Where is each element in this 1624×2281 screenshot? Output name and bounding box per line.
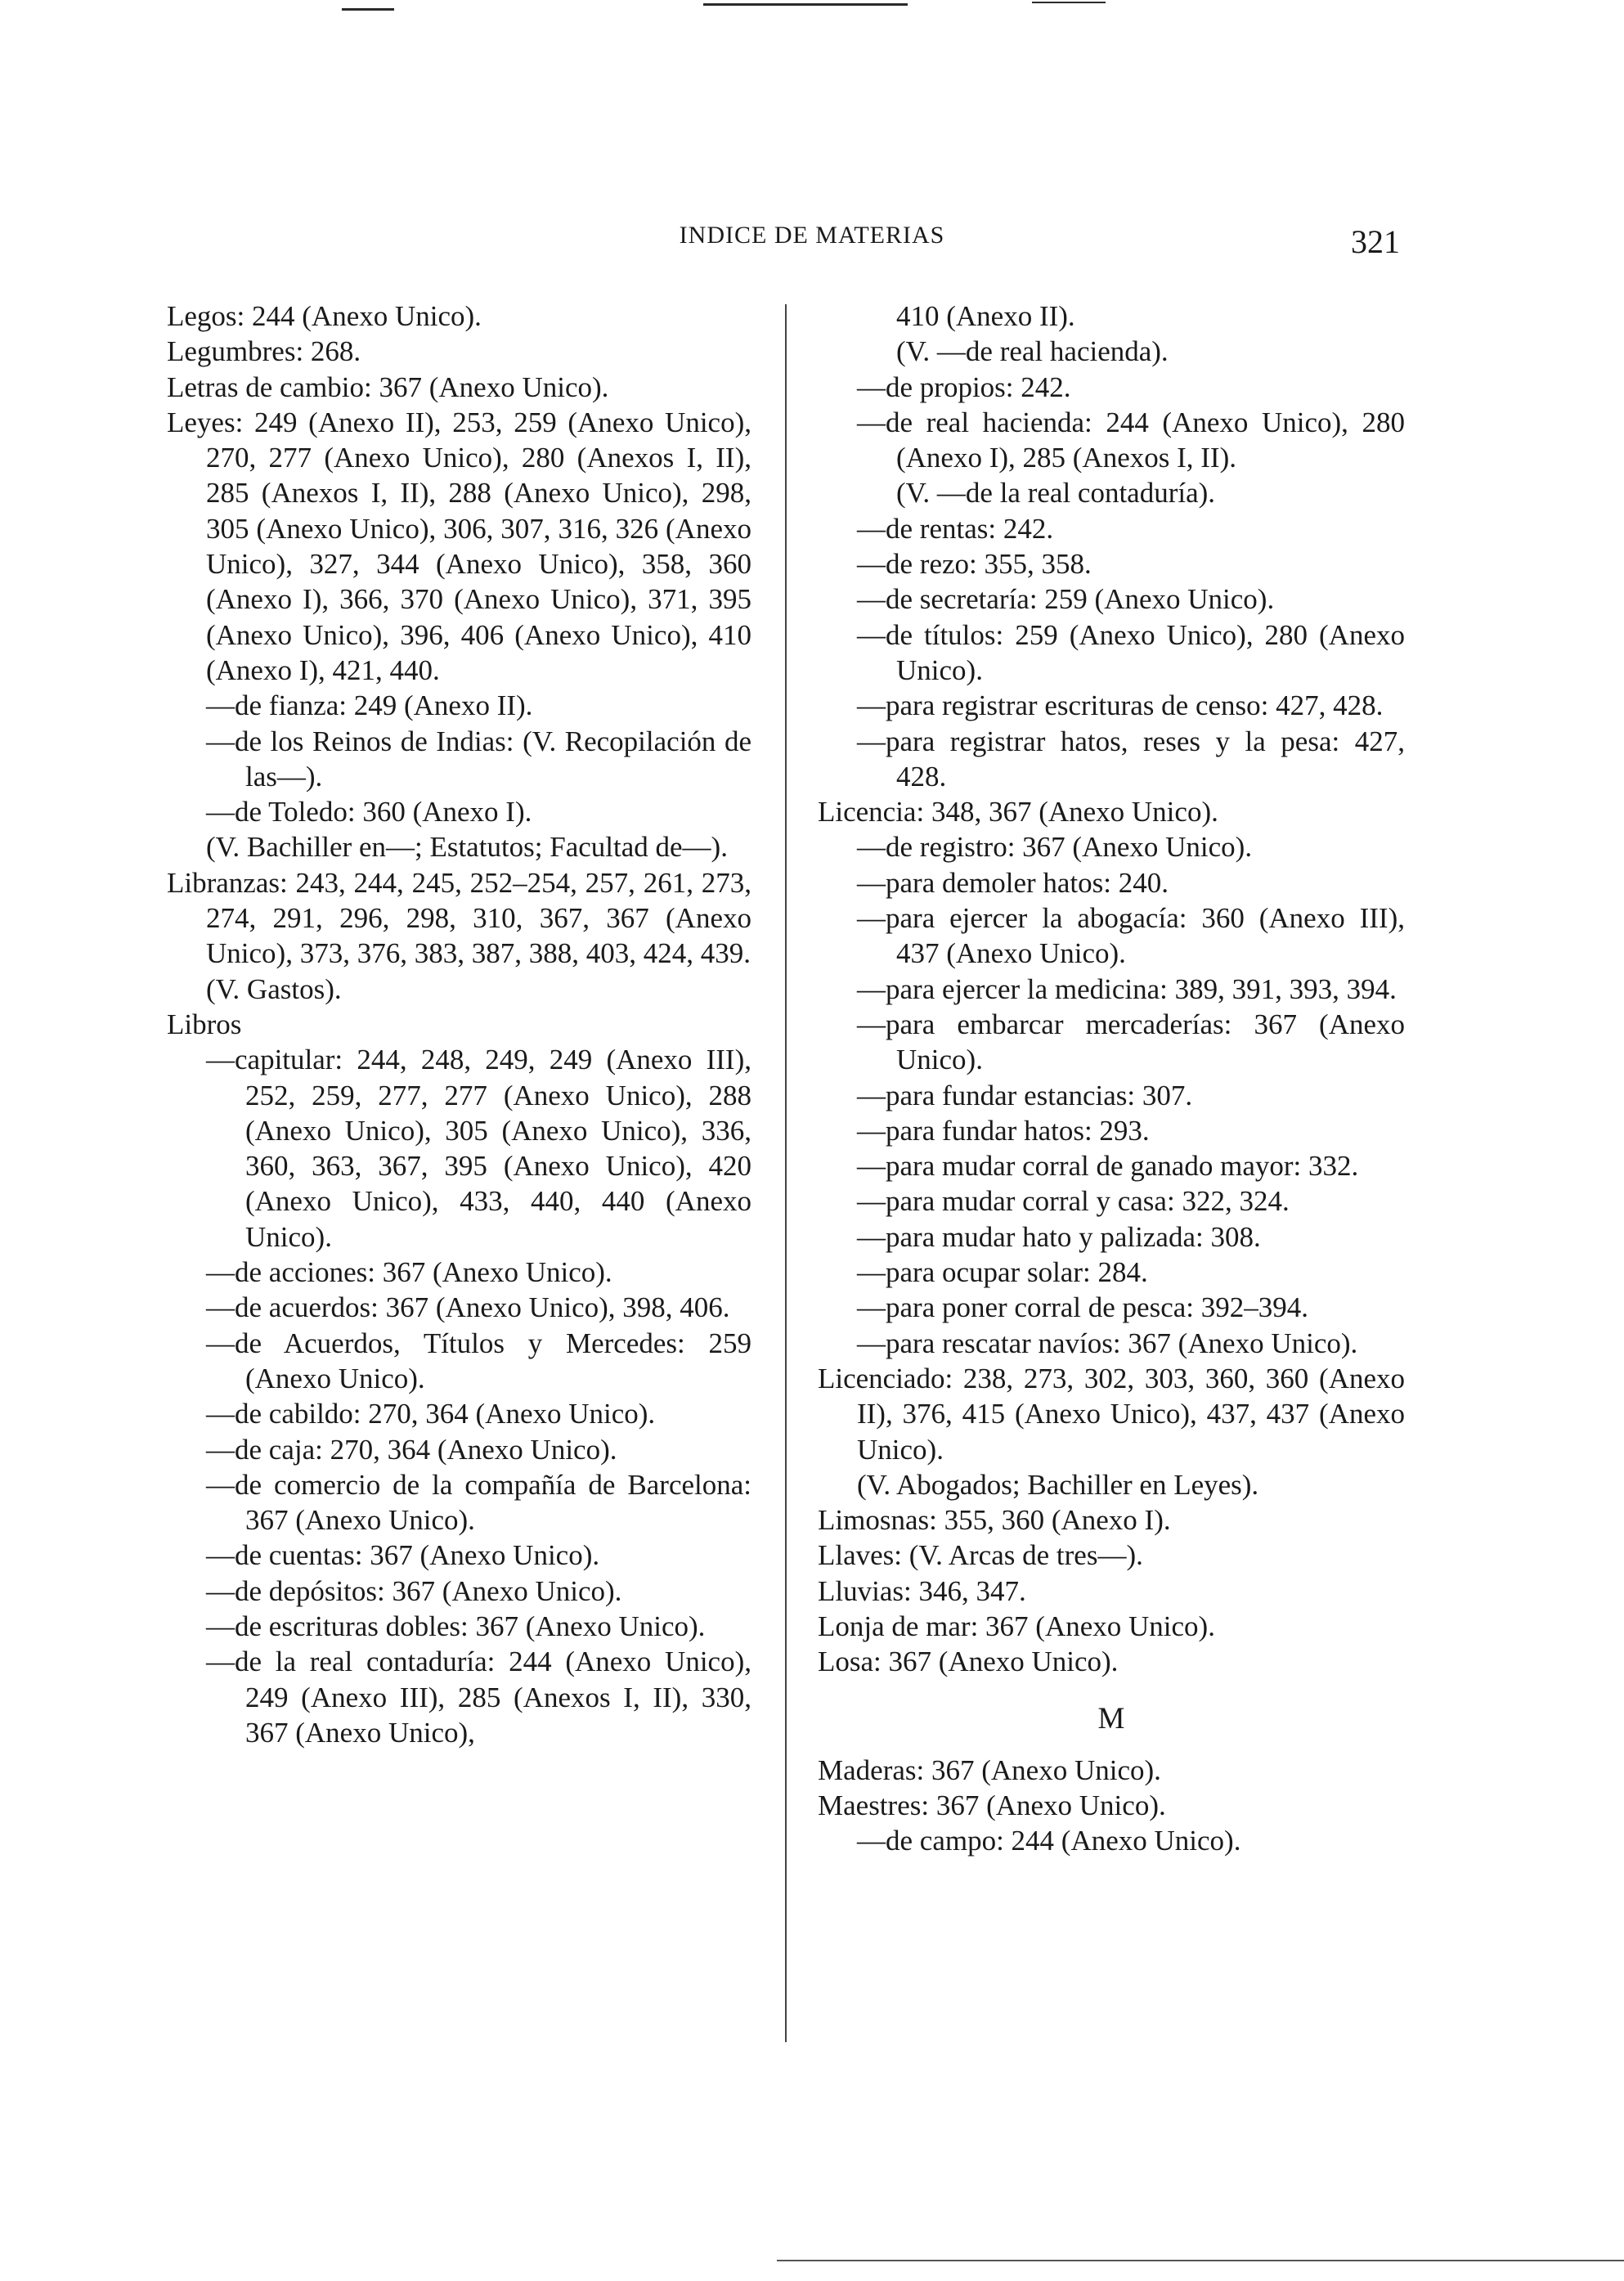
- index-entry-licenciado: Licenciado: 238, 273, 302, 303, 360, 360 (Anexo II), 376, 415 (Anexo Unico), 437, 437 (Anexo Unico).: [818, 1362, 1405, 1466]
- index-subentry: —de propios: 242.: [857, 370, 1071, 403]
- index-subentry: —de Acuerdos, Títulos y Mercedes: 259 (Anexo Unico).: [206, 1327, 751, 1394]
- index-entry-legos: Legos: 244 (Anexo Unico).: [167, 300, 482, 332]
- index-subentry: —de comercio de la compañía de Barcelona: 367 (Anexo Unico).: [206, 1468, 751, 1537]
- index-entry-lluvias: Lluvias: 346, 347.: [818, 1574, 1026, 1607]
- index-cross-reference: (V. Gastos).: [206, 972, 342, 1005]
- index-subentry: —para mudar hato y palizada: 308.: [857, 1220, 1261, 1253]
- index-entry-losa: Losa: 367 (Anexo Unico).: [818, 1646, 1119, 1678]
- index-subentry: —de Toledo: 360 (Anexo I).: [206, 796, 532, 828]
- index-subentry: —de registro: 367 (Anexo Unico).: [857, 831, 1253, 864]
- index-subentry: —para embarcar mercaderías: 367 (Anexo Unico).: [857, 1008, 1405, 1076]
- index-entry-lonja-de-mar: Lonja de mar: 367 (Anexo Unico).: [818, 1610, 1215, 1642]
- index-subentry: —para registrar hatos, reses y la pesa: 427, 428.: [857, 725, 1405, 793]
- index-entry-licencia: Licencia: 348, 367 (Anexo Unico).: [818, 796, 1218, 828]
- index-subentry: —para fundar hatos: 293.: [857, 1114, 1150, 1147]
- index-entry-llaves: Llaves: (V. Arcas de tres—).: [818, 1539, 1143, 1572]
- index-subentry: —para ocupar solar: 284.: [857, 1256, 1148, 1289]
- index-entry-libros: Libros: [167, 1008, 242, 1040]
- index-column-right: [818, 299, 1405, 1859]
- index-subentry: —de real hacienda: 244 (Anexo Unico), 280 (Anexo I), 285 (Anexos I, II).: [857, 406, 1405, 474]
- page-number: 321: [1351, 223, 1400, 260]
- index-column-left: [167, 299, 751, 1750]
- index-subentry: —de rezo: 355, 358.: [857, 548, 1092, 581]
- running-header-title: INDICE DE MATERIAS: [679, 222, 945, 249]
- index-entry-libranzas: Libranzas: 243, 244, 245, 252–254, 257, 261, 273, 274, 291, 296, 298, 310, 367, 367 (Anexo Unico), 373, 376, 383, 387, 388, 403, 424, 439.: [167, 866, 751, 970]
- scan-artifact-top-2: [703, 3, 908, 6]
- index-subentry: —para mudar corral de ganado mayor: 332.: [857, 1150, 1359, 1183]
- scan-artifact-top-3: [1032, 2, 1106, 3]
- index-subentry: —para mudar corral y casa: 322, 324.: [857, 1185, 1290, 1218]
- index-subentry-continuation: 410 (Anexo II).: [896, 300, 1075, 332]
- index-subentry: —capitular: 244, 248, 249, 249 (Anexo III), 252, 259, 277, 277 (Anexo Unico), 288 (Anexo Unico), 305 (Anexo Unico), 336, 360, 363, 367, 395 (Anexo Unico), 420 (Anexo Unico), 433, 440, 440 (Anexo Unico).: [206, 1044, 751, 1253]
- index-subentry: —de caja: 270, 364 (Anexo Unico).: [206, 1433, 617, 1466]
- index-subentry: —de acciones: 367 (Anexo Unico).: [206, 1256, 612, 1289]
- index-subentry: —para fundar estancias: 307.: [857, 1079, 1193, 1111]
- index-subentry: —de los Reinos de Indias: (V. Recopilación de las—).: [206, 725, 751, 793]
- index-entry-maderas: Maderas: 367 (Anexo Unico).: [818, 1753, 1161, 1786]
- index-subentry: —para demoler hatos: 240.: [857, 866, 1169, 899]
- index-subentry: —para ejercer la medicina: 389, 391, 393, 394.: [857, 972, 1397, 1005]
- index-subentry: —de fianza: 249 (Anexo II).: [206, 689, 533, 722]
- index-cross-reference: (V. —de la real contaduría).: [896, 477, 1216, 510]
- index-subentry: —de acuerdos: 367 (Anexo Unico), 398, 406.: [206, 1291, 730, 1324]
- index-subentry: —de la real contaduría: 244 (Anexo Unico), 249 (Anexo III), 285 (Anexos I, II), 330, 367 (Anexo Unico),: [206, 1646, 751, 1749]
- index-subentry: —de escrituras dobles: 367 (Anexo Unico).: [206, 1610, 706, 1642]
- index-subentry: —de campo: 244 (Anexo Unico).: [857, 1825, 1241, 1857]
- index-subentry: —de depósitos: 367 (Anexo Unico).: [206, 1574, 622, 1607]
- index-entry-maestres: Maestres: 367 (Anexo Unico).: [818, 1789, 1166, 1822]
- column-divider: [785, 304, 787, 2042]
- index-entry-legumbres: Legumbres: 268.: [167, 335, 361, 368]
- index-subentry: —para poner corral de pesca: 392–394.: [857, 1291, 1309, 1324]
- scan-artifact-bottom: [777, 2260, 1624, 2261]
- index-entry-limosnas: Limosnas: 355, 360 (Anexo I).: [818, 1504, 1171, 1537]
- index-entry-letras-de-cambio: Letras de cambio: 367 (Anexo Unico).: [167, 370, 609, 403]
- index-subentry: —para ejercer la abogacía: 360 (Anexo III), 437 (Anexo Unico).: [857, 902, 1405, 970]
- index-subentry: —de títulos: 259 (Anexo Unico), 280 (Anexo Unico).: [857, 618, 1405, 686]
- index-subentry: —de cabildo: 270, 364 (Anexo Unico).: [206, 1398, 656, 1430]
- index-subentry: —para rescatar navíos: 367 (Anexo Unico).: [857, 1327, 1358, 1359]
- index-cross-reference: (V. Bachiller en—; Estatutos; Facultad de—).: [206, 831, 728, 864]
- index-cross-reference: (V. —de real hacienda).: [896, 335, 1169, 368]
- index-entry-leyes: Leyes: 249 (Anexo II), 253, 259 (Anexo Unico), 270, 277 (Anexo Unico), 280 (Anexos I, II), 285 (Anexos I, II), 288 (Anexo Unico), 298, 305 (Anexo Unico), 306, 307, 316, 326 (Anexo Unico), 327, 344 (Anexo Unico), 358, 360 (Anexo I), 366, 370 (Anexo Unico), 371, 395 (Anexo Unico), 396, 406 (Anexo Unico), 410 (Anexo I), 421, 440.: [167, 406, 751, 686]
- scan-artifact-top-1: [342, 8, 394, 11]
- index-cross-reference: (V. Abogados; Bachiller en Leyes).: [857, 1468, 1259, 1501]
- index-subentry: —de rentas: 242.: [857, 512, 1054, 545]
- index-subentry: —de secretaría: 259 (Anexo Unico).: [857, 583, 1275, 616]
- index-subentry: —de cuentas: 367 (Anexo Unico).: [206, 1539, 600, 1572]
- section-letter-m: M: [1097, 1701, 1125, 1735]
- index-subentry: —para registrar escrituras de censo: 427, 428.: [857, 689, 1384, 722]
